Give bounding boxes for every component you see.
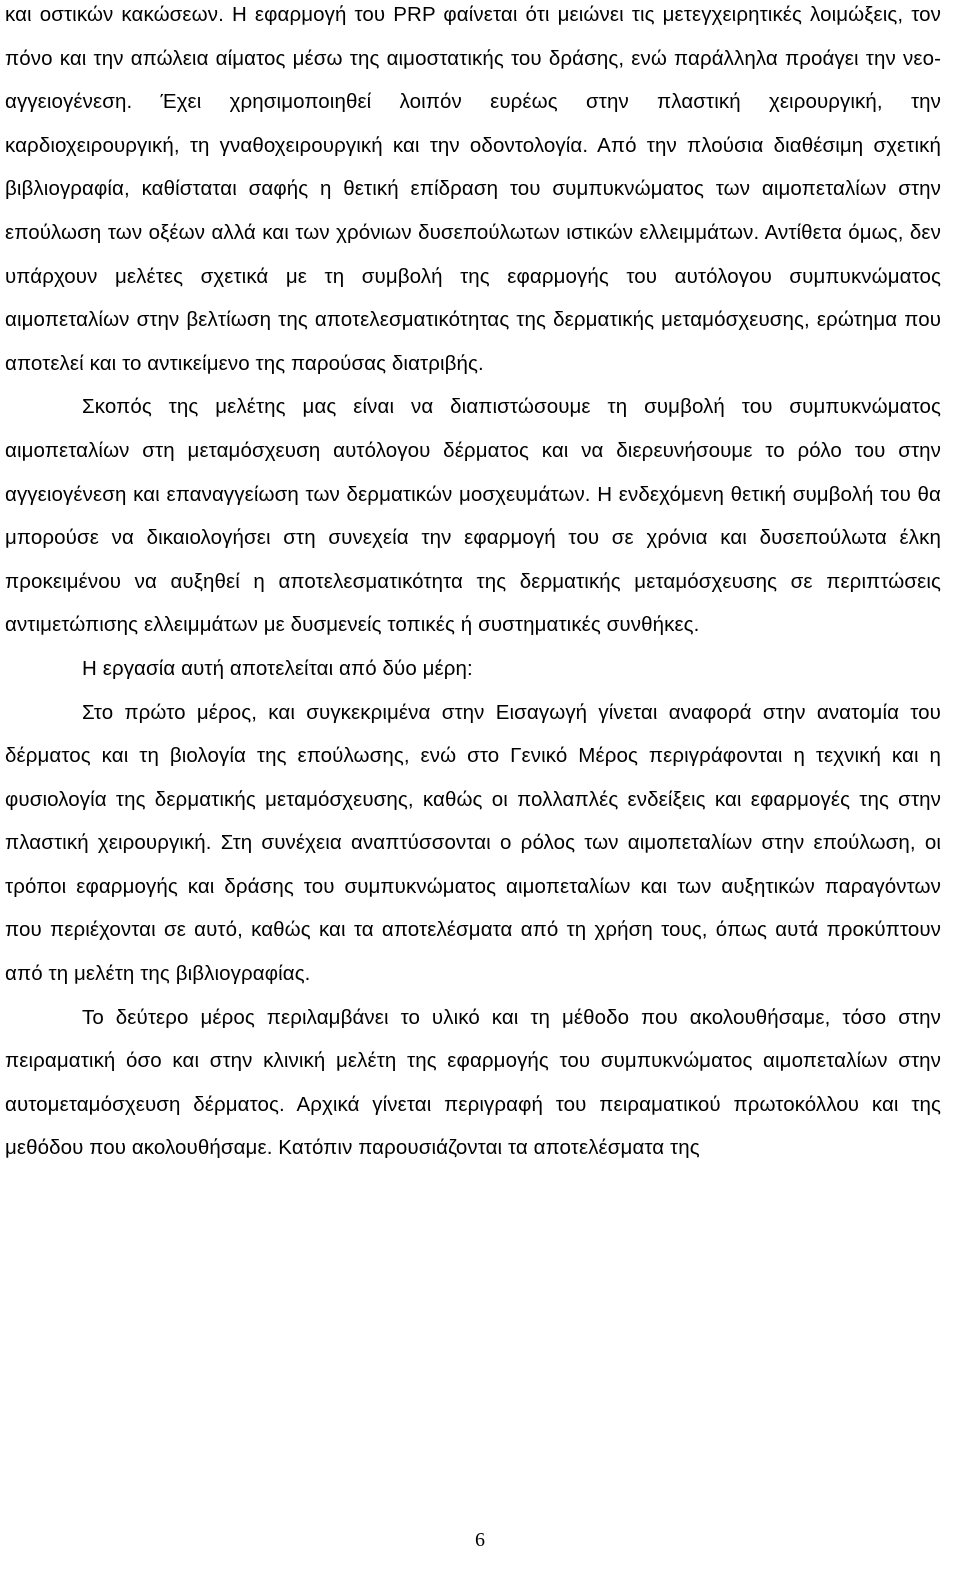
paragraph-part-one: Στο πρώτο μέρος, και συγκεκριμένα στην Εισαγωγή γίνεται αναφορά στην ανατομία του δέρματος και τη βιολογία της επούλωσης, ενώ στο Γενικό Μέρος περιγράφονται η τεχνική και η φυσιολογία της δερματικής μεταμόσχευσης, καθώς οι πολλαπλές ενδείξεις και εφαρμογές της στην πλαστική χειρουργική. Στη συνέχεια αναπτύσσονται ο ρόλος των αιμοπεταλίων στην επούλωση, οι τρόποι εφαρμογής και δράσης του συμπυκνώματος αιμοπεταλίων και των αυξητικών παραγόντων που περιέχονται σε αυτό, καθώς και τα αποτελέσματα από τη χρήση τους, όπως αυτά προκύπτουν από τη μελέτη της βιβλιογραφίας.	[5, 700, 941, 986]
paragraph-part-two: Το δεύτερο μέρος περιλαμβάνει το υλικό και τη μέθοδο που ακολουθήσαμε, τόσο στην πειραματική όσο και στην κλινική μελέτη της εφαρμογής του συμπυκνώματος αιμοπεταλίων στην αυτομεταμόσχευση δέρματος. Αρχικά γίνεται περιγραφή του πειραματικού πρωτοκόλλου και της μεθόδου που ακολουθήσαμε. Κατόπιν παρουσιάζονται τα αποτελέσματα της	[5, 1005, 941, 1160]
paragraph-study-aim: Σκοπός της μελέτης μας είναι να διαπιστώσουμε τη συμβολή του συμπυκνώματος αιμοπεταλίων στη μεταμόσχευση αυτόλογου δέρματος και να διερευνήσουμε το ρόλο του στην αγγειογένεση και επαναγγείωση των δερματικών μοσχευμάτων. Η ενδεχόμενη θετική συμβολή του θα μπορούσε να δικαιολογήσει στη συνεχεία την εφαρμογή του σε χρόνια και δυσεπούλωτα έλκη προκειμένου να αυξηθεί η αποτελεσματικότητα της δερματικής μεταμόσχευσης σε περιπτώσεις αντιμετώπισης ελλειμμάτων με δυσμενείς τοπικές ή συστηματικές συνθήκες.	[5, 395, 941, 637]
paragraph-prp-intro: και οστικών κακώσεων. Η εφαρμογή του PRP φαίνεται ότι μειώνει τις μετεγχειρητικές λοιμώξεις, τον πόνο και την απώλεια αίματος μέσω της αιμοστατικής του δράσης, ενώ παράλληλα προάγει την νεο-αγγειογένεση. Έχει χρησιμοποιηθεί λοιπόν ευρέως στην πλαστική χειρουργική, την καρδιοχειρουργική, τη γναθοχειρουργική και την οδοντολογία. Από την πλούσια διαθέσιμη σχετική βιβλιογραφία, καθίσταται σαφής η θετική επίδραση του συμπυκνώματος των αιμοπεταλίων στην επούλωση των οξέων αλλά και των χρόνιων δυσεπούλωτων ιστικών ελλειμμάτων. Αντίθετα όμως, δεν υπάρχουν μελέτες σχετικά με τη συμβολή της εφαρμογής του αυτόλογου συμπυκνώματος αιμοπεταλίων στην βελτίωση της αποτελεσματικότητας της δερματικής μεταμόσχευσης, ερώτημα που αποτελεί και το αντικείμενο της παρούσας διατριβής.	[5, 3, 941, 375]
page-number: 6	[475, 1529, 485, 1551]
body-text	[5, 0, 941, 1170]
paragraph-structure-intro: Η εργασία αυτή αποτελείται από δύο μέρη:	[82, 656, 473, 680]
